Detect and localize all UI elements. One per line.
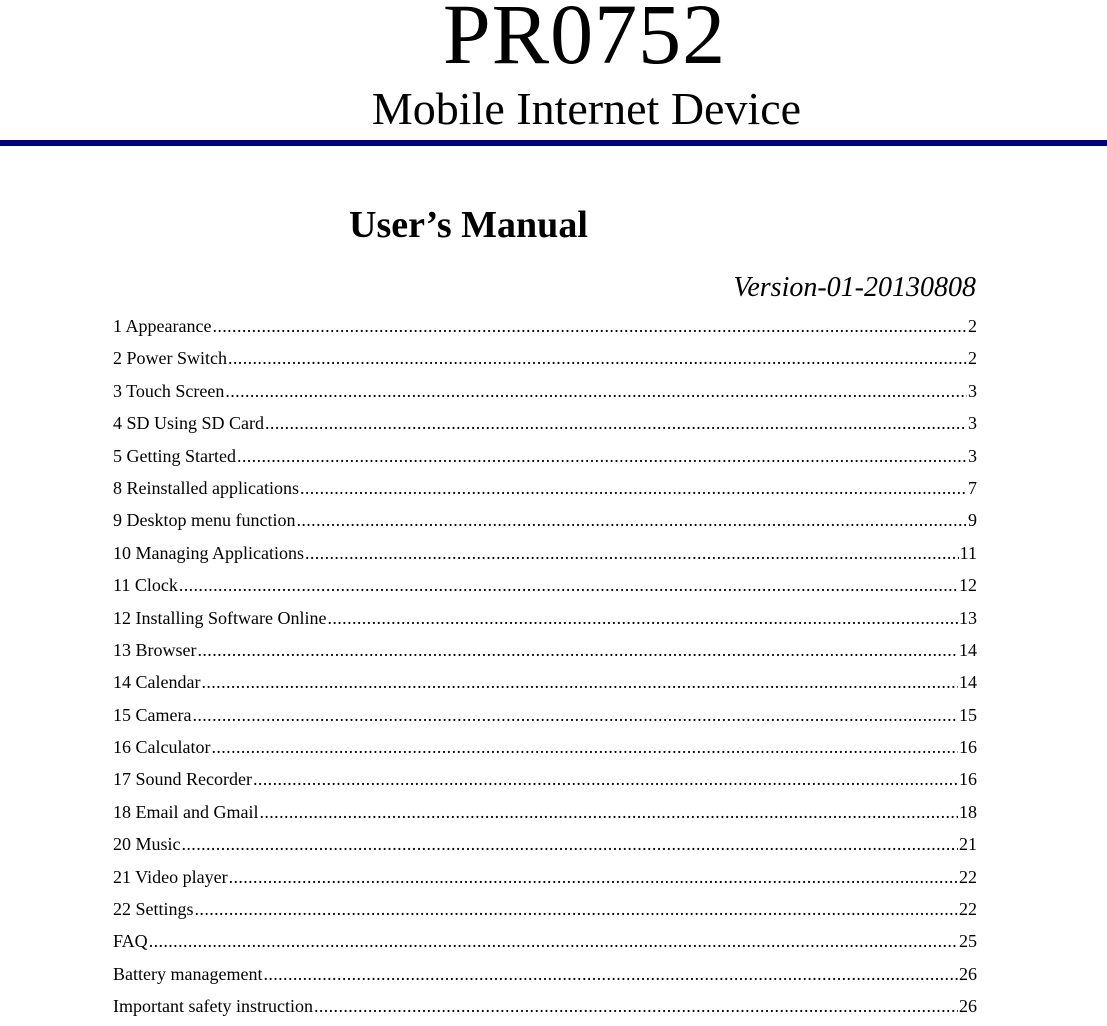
dot-leader [253,766,958,792]
dot-leader [228,345,967,371]
dot-leader [179,572,958,598]
toc-label: FAQ [113,931,148,952]
dot-leader [212,313,967,339]
toc-label: 10 Managing Applications [113,542,304,563]
toc-page-number: 16 [959,737,977,758]
dot-leader [305,540,959,566]
toc-entry-managing-applications[interactable] [113,540,977,572]
manual-title: User’s Manual [349,204,588,246]
dot-leader [327,605,958,631]
toc-label: 8 Reinstalled applications [113,477,299,498]
toc-entry-installing-software[interactable] [113,605,977,637]
toc-label: Battery management [113,963,263,984]
toc-page-number: 13 [959,607,977,628]
toc-label: 22 Settings [113,899,194,920]
toc-entry-sound-recorder[interactable] [113,766,977,798]
toc-label: 4 SD Using SD Card [113,413,265,434]
toc-entry-settings[interactable] [113,896,977,928]
toc-label: 21 Video player [113,866,228,887]
product-subtitle: Mobile Internet Device [371,83,802,134]
toc-entry-battery-management[interactable] [113,961,977,993]
toc-page-number: 14 [959,639,977,660]
toc-label: 3 Touch Screen [113,380,225,401]
toc-page-number: 7 [968,477,977,498]
toc-page-number: 2 [968,348,977,369]
toc-label: 5 Getting Started [113,445,236,466]
toc-page-number: 18 [959,801,977,822]
toc-entry-clock[interactable] [113,572,977,604]
toc-label: 16 Calculator [113,737,211,758]
header-divider [0,140,1107,146]
dot-leader [265,410,967,436]
dot-leader [201,669,958,695]
toc-page-number: 3 [968,413,977,434]
toc-page-number: 26 [959,996,977,1017]
dot-leader [300,475,967,501]
dot-leader [192,702,958,728]
toc-label: 17 Sound Recorder [113,769,252,790]
toc-entry-reinstalled-applications[interactable] [113,475,977,507]
toc-label: 18 Email and Gmail [113,801,259,822]
toc-label: Important safety instruction [113,996,313,1017]
toc-entry-desktop-menu[interactable] [113,507,977,539]
toc-page-number: 25 [959,931,977,952]
toc-entry-browser[interactable] [113,637,977,669]
toc-entry-faq[interactable] [113,928,977,960]
toc-page-number: 15 [959,704,977,725]
toc-entry-calendar[interactable] [113,669,977,701]
toc-label: 2 Power Switch [113,348,227,369]
toc-label: 12 Installing Software Online [113,607,327,628]
toc-page-number: 22 [959,866,977,887]
toc-label: 11 Clock [113,575,178,596]
toc-page-number: 9 [968,510,977,531]
dot-leader [195,896,958,922]
toc-label: 14 Calendar [113,672,201,693]
toc-entry-sd-card[interactable] [113,410,977,442]
dot-leader [229,864,958,890]
toc-entry-power-switch[interactable] [113,345,977,377]
toc-entry-getting-started[interactable] [113,443,977,475]
toc-page-number: 14 [959,672,977,693]
dot-leader [237,443,967,469]
dot-leader [182,831,959,857]
version-label: Version-01-20130808 [733,272,976,303]
toc-page-number: 16 [959,769,977,790]
toc-label: 15 Camera [113,704,192,725]
toc-entry-video-player[interactable] [113,864,977,896]
toc-label: 9 Desktop menu function [113,510,296,531]
model-number: PR0752 [442,0,727,82]
dot-leader [211,734,958,760]
table-of-contents [113,313,977,1026]
toc-page-number: 12 [959,575,977,596]
toc-entry-calculator[interactable] [113,734,977,766]
dot-leader [314,993,958,1019]
toc-page-number: 26 [959,963,977,984]
dot-leader [296,507,967,533]
toc-label: 13 Browser [113,639,197,660]
dot-leader [225,378,967,404]
toc-page-number: 3 [968,380,977,401]
toc-page-number: 22 [959,899,977,920]
toc-page-number: 11 [959,542,977,563]
toc-page-number: 3 [968,445,977,466]
dot-leader [149,928,958,954]
dot-leader [259,799,958,825]
toc-entry-music[interactable] [113,831,977,863]
dot-leader [263,961,958,987]
toc-label: 20 Music [113,834,181,855]
toc-entry-appearance[interactable] [113,313,977,345]
toc-page-number: 21 [959,834,977,855]
toc-entry-touch-screen[interactable] [113,378,977,410]
toc-page-number: 2 [968,316,977,336]
toc-label: 1 Appearance [113,316,212,336]
toc-entry-email-gmail[interactable] [113,799,977,831]
toc-entry-camera[interactable] [113,702,977,734]
dot-leader [198,637,959,663]
